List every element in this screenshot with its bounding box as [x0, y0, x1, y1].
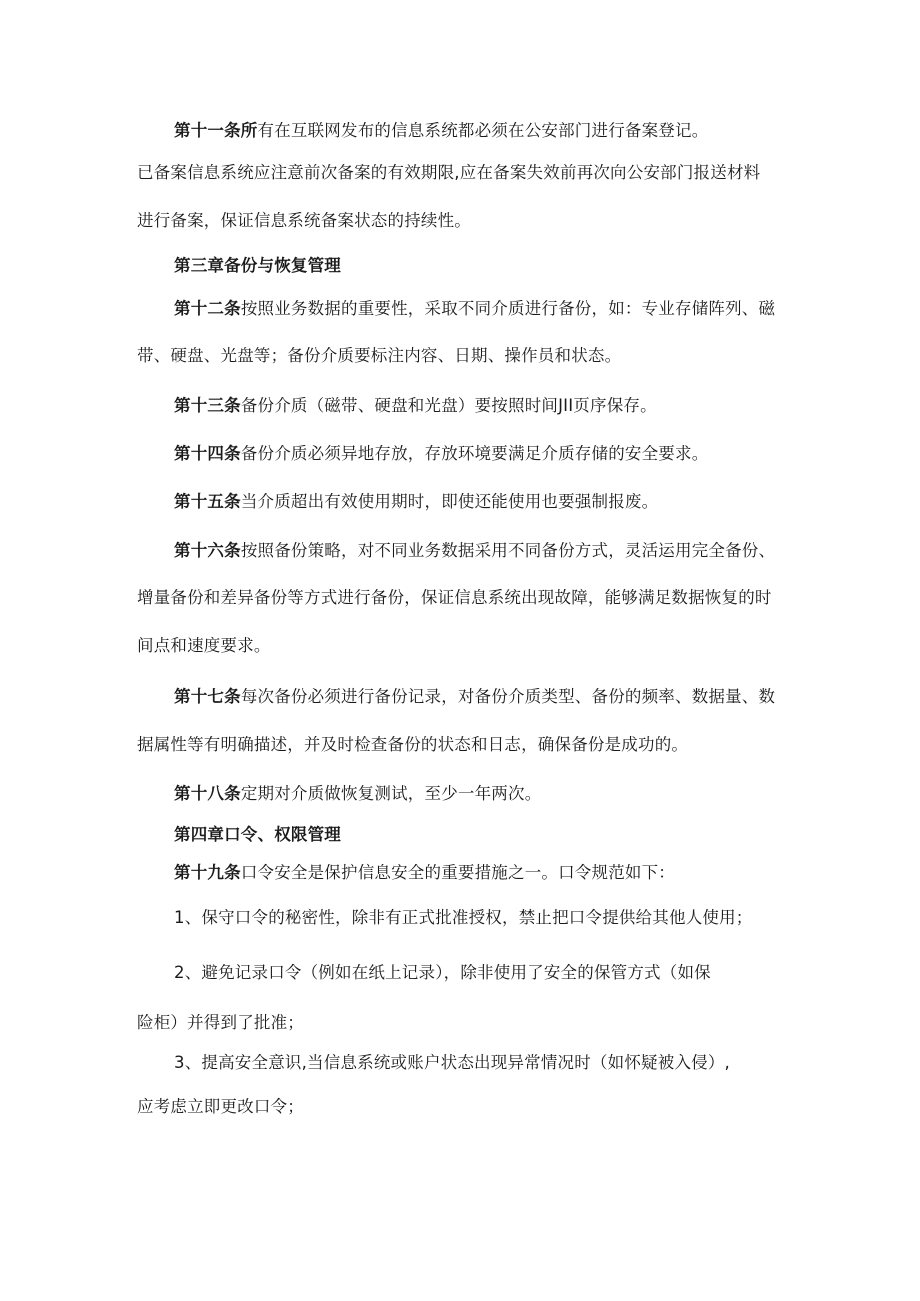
article-16-line-3: 间点和速度要求。: [137, 636, 271, 655]
article-14: [174, 443, 708, 465]
article-15-label: 第十五条: [174, 492, 241, 511]
article-13-text: 备份介质（磁带、硬盘和光盘）要按照时间JII页序保存。: [240, 396, 657, 415]
chapter-4-heading: 第四章口令、权限管理: [174, 825, 341, 844]
article-17-text: 每次备份必须进行备份记录，对备份介质类型、备份的频率、数据量、数: [240, 687, 776, 706]
article-16-text: 按照备份策略，对不同业务数据采用不同备份方式，灵活运用完全备份、: [240, 541, 776, 560]
article-17-line-2: 据属性等有明确描述，并及时检查备份的状态和日志，确保备份是成功的。: [137, 735, 689, 754]
article-19-text: 口令安全是保护信息安全的重要措施之一。口令规范如下：: [240, 863, 676, 882]
password-rule-3-line-2: 应考虑立即更改口令；: [137, 1097, 304, 1116]
article-13: [174, 395, 657, 417]
article-17-label: 第十七条: [174, 687, 241, 706]
article-18: [174, 783, 541, 805]
password-rule-2-line-2: 险柜）并得到了批准；: [137, 1013, 304, 1032]
article-12-line-1: [174, 298, 775, 320]
password-rule-3-line-1: 3、提高安全意识,当信息系统或账户状态出现异常情况时（如怀疑被入侵）,: [174, 1053, 730, 1072]
article-15: [174, 491, 658, 513]
article-12-text: 按照业务数据的重要性，采取不同介质进行备份，如：专业存储阵列、磁: [240, 299, 776, 318]
article-11-line-1: [174, 120, 708, 142]
article-11-label: 第十一条所: [174, 121, 258, 140]
article-12-line-2: 带、硬盘、光盘等；备份介质要标注内容、日期、操作员和状态。: [137, 346, 622, 365]
article-18-text: 定期对介质做恢复测试，至少一年两次。: [240, 784, 542, 803]
article-19: [174, 862, 675, 884]
article-16-line-1: [174, 540, 775, 562]
article-18-label: 第十八条: [174, 784, 241, 803]
article-16-label: 第十六条: [174, 541, 241, 560]
article-15-text: 当介质超出有效使用期时，即使还能使用也要强制报废。: [240, 492, 659, 511]
password-rule-1: 1、保守口令的秘密性，除非有正式批准授权，禁止把口令提供给其他人使用；: [174, 908, 753, 927]
article-11-line-2: 已备案信息系统应注意前次备案的有效期限,应在备案失效前再次向公安部门报送材料: [137, 163, 761, 182]
article-17-line-1: [174, 686, 775, 708]
article-11-line-3: 进行备案，保证信息系统备案状态的持续性。: [137, 211, 471, 230]
article-14-text: 备份介质必须异地存放，存放环境要满足介质存储的安全要求。: [240, 444, 709, 463]
password-rule-2-line-1: 2、避免记录口令（例如在纸上记录），除非使用了安全的保管方式（如保: [174, 963, 711, 982]
article-13-label: 第十三条: [174, 396, 241, 415]
chapter-3-heading: 第三章备份与恢复管理: [174, 256, 341, 275]
article-16-line-2: 增量备份和差异备份等方式进行备份，保证信息系统出现故障，能够满足数据恢复的时: [137, 588, 772, 607]
article-11-text: 有在互联网发布的信息系统都必须在公安部门进行备案登记。: [257, 121, 709, 140]
article-19-label: 第十九条: [174, 863, 241, 882]
article-14-label: 第十四条: [174, 444, 241, 463]
article-12-label: 第十二条: [174, 299, 241, 318]
